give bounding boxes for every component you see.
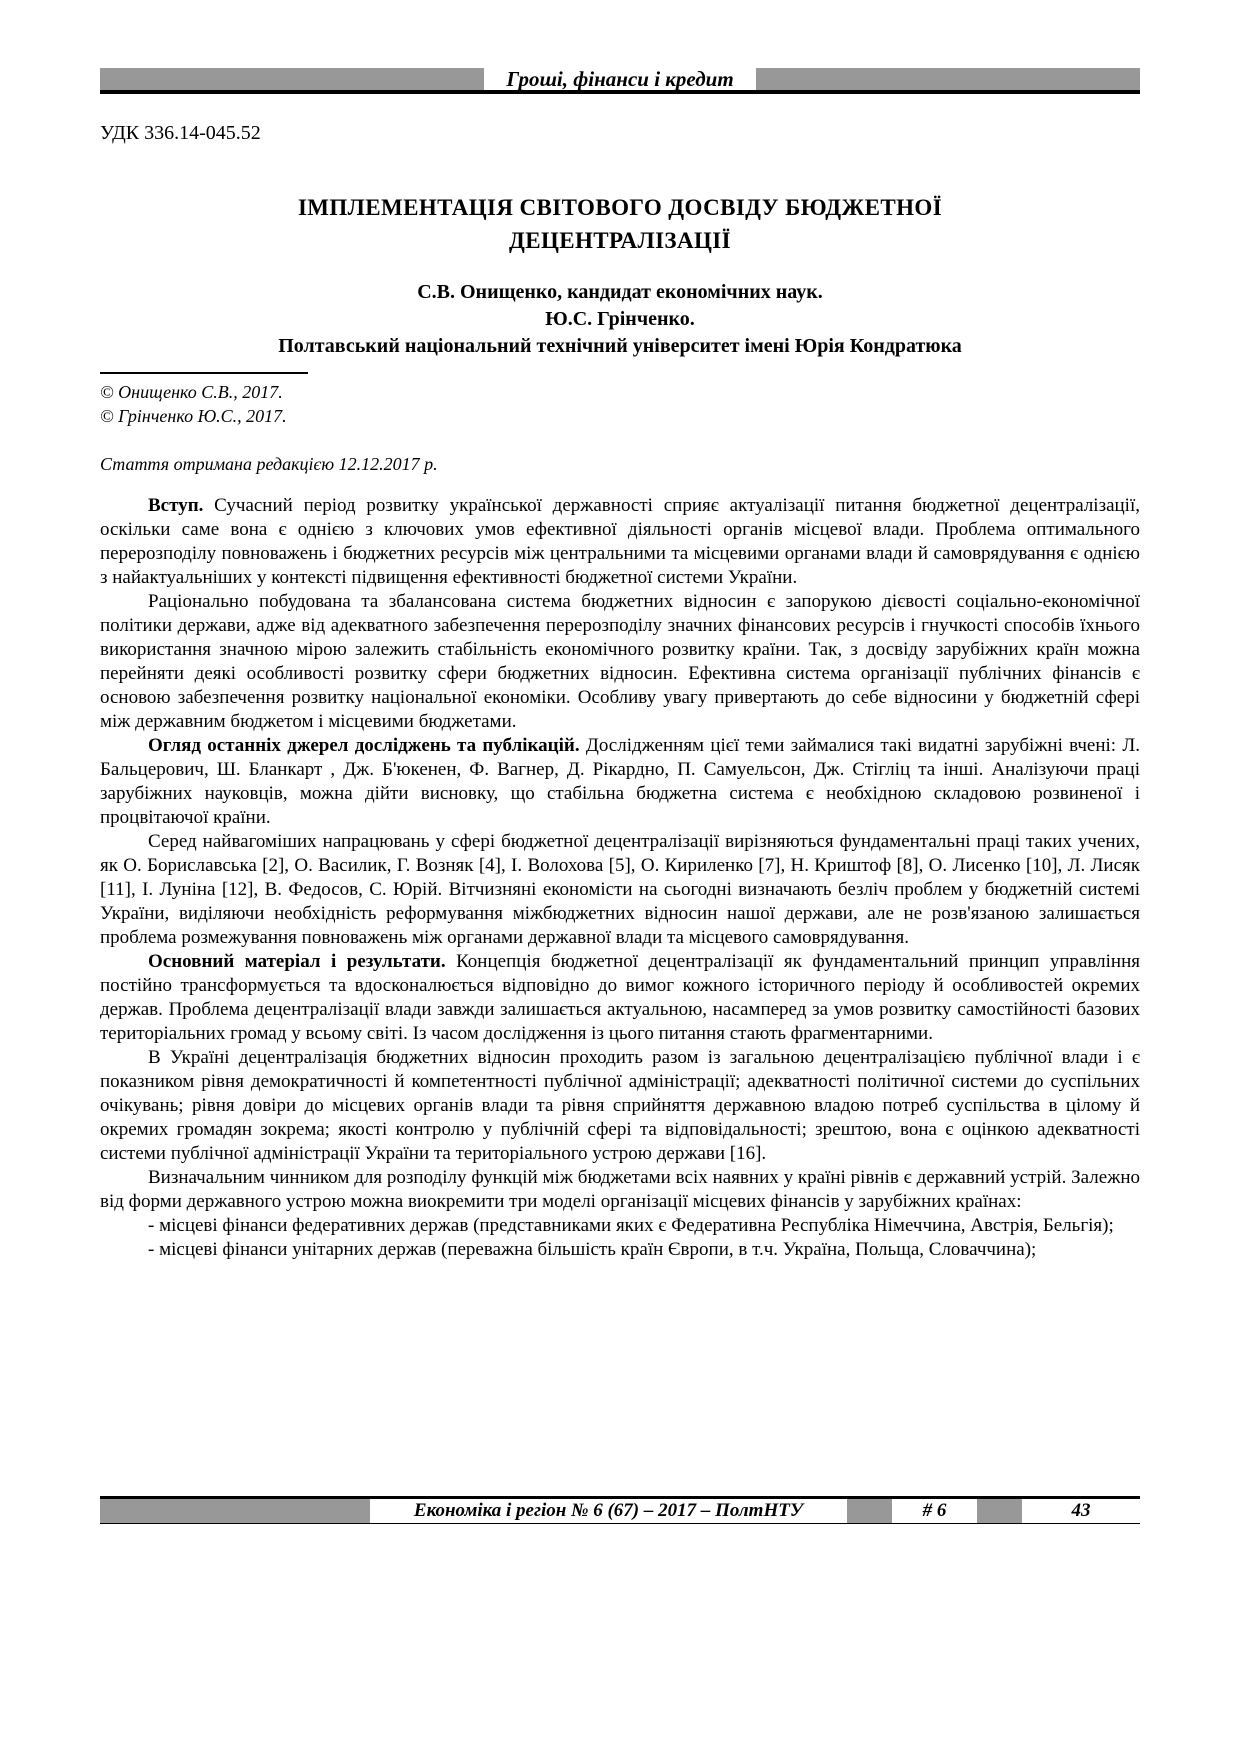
paragraph-text: - місцеві фінанси унітарних держав (переважна більшість країн Європи, в т.ч. Україна, Польща, Словаччина); bbox=[148, 1239, 1037, 1260]
header-bar-right-segment bbox=[756, 68, 1140, 90]
paragraph-lead: Основний матеріал і результати. bbox=[148, 951, 446, 972]
udc-code: УДК 336.14-045.52 bbox=[100, 122, 261, 144]
list-item-unitary bbox=[100, 1238, 1140, 1262]
affiliation: Полтавський національний технічний університет імені Юрія Кондратюка bbox=[278, 335, 962, 357]
paragraph-text: Серед найвагоміших напрацювань у сфері бюджетної децентралізації вирізняються фундаментальні праці таких учених, як О. Бориславська [2], О. Василик, Г. Возняк [4], І. Волохова [5], О. Кириленко [7], Н. Криштоф [8], О. Лисенко [10], Л. Лисяк [11], І. Луніна [12], В. Федосов, С. Юрій. Вітчизняні економісти на сьогодні визначають безліч проблем у бюджетній системі України, виділяючи необхідність реформування міжбюджетних відносин нашої держави, але не розв'язаною залишається проблема розмежування повноважень між органами державної влади та місцевого самоврядування. bbox=[100, 831, 1140, 948]
paragraph bbox=[100, 1166, 1140, 1214]
footer-journal-title: Економіка і регіон № 6 (67) – 2017 – ПолтНТУ bbox=[413, 1500, 804, 1521]
section-title: Гроші, фінанси і кредит bbox=[506, 67, 734, 91]
paragraph-text: Раціонально побудована та збалансована система бюджетних відносин є запорукою дієвості соціально-економічної політики держави, адже від адекватного забезпечення перерозподілу значних фінансових ресурсів і гнучкості способів їхнього використання значною мірою залежить стабільність економічного розвитку країни. Так, з досвіду зарубіжних країн можна перейняти деякі особливості розвитку сфери бюджетних відносин. Ефективна система організації публічних фінансів є основою забезпечення розвитку національної економіки. Особливу увагу привертають до себе відносини у бюджетній сфері між державним бюджетом і місцевими бюджетами. bbox=[100, 591, 1140, 732]
paragraph-main-material bbox=[100, 950, 1140, 1046]
paragraph-lead: Вступ. bbox=[148, 495, 204, 516]
section-header-bar bbox=[100, 68, 1140, 94]
header-bar-left-segment bbox=[100, 68, 484, 90]
paragraph-text: - місцеві фінанси федеративних держав (представниками яких є Федеративна Республіка Німеччина, Австрія, Бельгія); bbox=[148, 1215, 1114, 1236]
paragraph bbox=[100, 830, 1140, 950]
paragraph-sources-review bbox=[100, 734, 1140, 830]
paragraph-text: В Україні децентралізація бюджетних відносин проходить разом із загальною децентралізацією публічної влади і є показником рівня демократичності й компетентності публічної адміністрації; адекватності політичної системи до суспільних очікувань; рівня довіри до місцевих органів влади та рівня сприйняття державною владою потреб суспільства в цілому й окремих громадян зокрема; якості контролю у публічній сфері та відповідальності; зрештою, вона є оцінкою адекватності системи публічної адміністрації України та територіального устрою держави [16]. bbox=[100, 1047, 1140, 1164]
received-date-line: Стаття отримана редакцією 12.12.2017 р. bbox=[100, 454, 438, 474]
authors-block bbox=[100, 279, 1140, 360]
article-body bbox=[100, 494, 1140, 1262]
footer-issue-number: # 6 bbox=[922, 1500, 947, 1521]
footer-page-number: 43 bbox=[1071, 1500, 1091, 1521]
author-line-2: Ю.С. Грінченко. bbox=[545, 308, 695, 330]
author-line-1: С.В. Онищенко, кандидат економічних наук. bbox=[417, 281, 823, 303]
footer-bar-left-segment bbox=[100, 1499, 370, 1523]
paragraph-text: Дослідженням цієї теми займалися такі видатні зарубіжні вчені: Л. Бальцерович, Ш. Бланкарт , Дж. Б'юкенен, Ф. Вагнер, Д. Рікардно, П. Самуельсон, Дж. Стігліц та інші. Аналізуючи праці зарубіжних науковців, можна дійти висновку, що стабільна бюджетна система є необхідною складовою розвиненої і процвітаючої країни. bbox=[100, 735, 1140, 828]
paragraph-text: Визначальним чинником для розподілу функцій між бюджетами всіх наявних у країні рівнів є державний устрій. Залежно від форми державного устрою можна виокремити три моделі організації місцевих фінансів у зарубіжних країнах: bbox=[100, 1167, 1140, 1212]
paragraph-intro bbox=[100, 494, 1140, 590]
paragraph bbox=[100, 590, 1140, 734]
paragraph bbox=[100, 1046, 1140, 1166]
list-item-federative bbox=[100, 1214, 1140, 1238]
paragraph-lead: Огляд останніх джерел досліджень та публікацій. bbox=[148, 735, 580, 756]
copyright-line-2: © Грінченко Ю.С., 2017. bbox=[100, 406, 287, 426]
footer-bar-gap-segment bbox=[977, 1499, 1022, 1523]
page-footer-bar bbox=[100, 1496, 1140, 1524]
paragraph-text: Сучасний період розвитку української державності сприяє актуалізації питання бюджетної децентралізації, оскільки саме вона є однією з ключових умов ефективної діяльності органів місцевої влади. Проблема оптимального перерозподілу повноважень і бюджетних ресурсів між центральними та місцевими органами влади й самоврядування є однією з найактуальніших у контексті підвищення ефективності бюджетної системи України. bbox=[100, 495, 1140, 588]
footnote-rule bbox=[100, 372, 308, 374]
copyright-line-1: © Онищенко С.В., 2017. bbox=[100, 382, 283, 402]
paragraph-text: Концепція бюджетної децентралізації як фундаментальний принцип управління постійно трансформується та вдосконалюється відповідно до вимог кожного історичного періоду й особливостей окремих держав. Проблема децентралізації влади завжди залишається актуальною, насамперед за умов розвитку самостійності базових територіальних громад у всьому світі. Із часом дослідження із цього питання стають фрагментарними. bbox=[100, 951, 1140, 1044]
footer-bar-gap-segment bbox=[847, 1499, 892, 1523]
article-title: ІМПЛЕМЕНТАЦІЯ СВІТОВОГО ДОСВІДУ БЮДЖЕТНОЇ ДЕЦЕНТРАЛІЗАЦІЇ bbox=[297, 195, 943, 253]
